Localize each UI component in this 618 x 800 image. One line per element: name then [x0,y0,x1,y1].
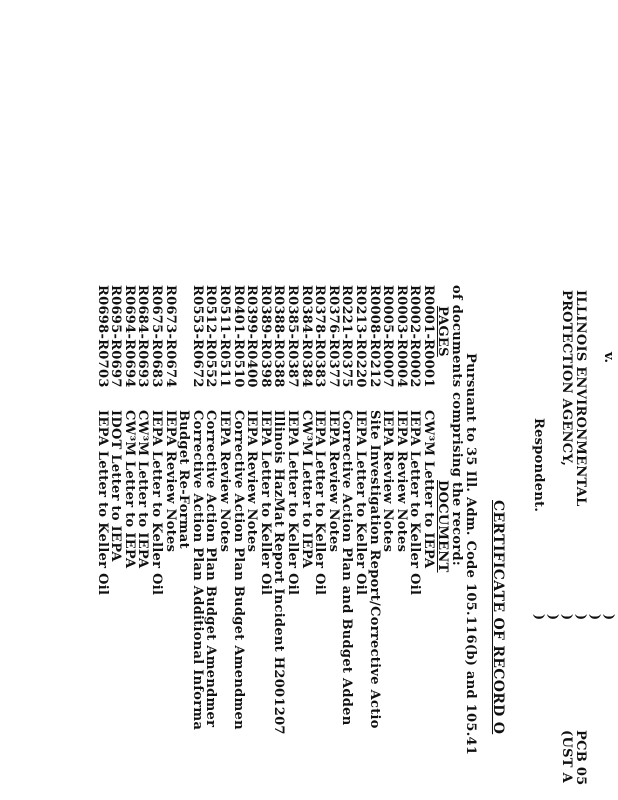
record-row [122,0,136,800]
record-row [176,0,190,800]
record-pages: R0399-R0400 [244,285,260,388]
case-type: (UST A [559,730,574,783]
record-pages: R0001-R0001 [421,285,436,388]
record-row [367,0,381,800]
record-document: Site Investigation Report/Corrective Actio [366,410,382,729]
record-pages: R0673-R0674 [162,285,178,388]
record-document: Corrective Action Plan Budget Amendmen [230,410,246,730]
record-document: Corrective Action Plan Additional Informa [189,410,205,731]
record-row [299,0,313,800]
respondent-role: Respondent. [531,418,546,513]
caption-bracket: ) [545,614,560,621]
record-row [339,0,353,800]
record-row [135,0,149,800]
record-document: IEPA Review Notes [217,410,232,553]
record-row [203,0,217,800]
record-document: IEPA Review Notes [244,410,260,553]
record-pages: R0553-R0672 [189,285,205,388]
record-row [258,0,272,800]
document-column-heading: DOCUMENT [435,480,450,573]
record-document: Corrective Action Plan Budget Amendmer [203,410,219,728]
record-document: Corrective Action Plan and Budget Adden [339,410,355,726]
record-row [380,0,394,800]
caption-bracket: ) [601,614,616,621]
caption-bracket: ) [587,614,602,621]
record-document: CW³M Letter to IEPA [298,410,314,569]
caption-bracket: ) [573,614,588,621]
record-document: CW³M Letter to IEPA [135,410,151,569]
pages-column-heading: PAGES [435,306,450,357]
record-pages: R0384-R0384 [298,285,314,388]
respondent-name-line1: ILLINOIS ENVIRONMENTAL [573,290,588,507]
record-pages: R0698-R0703 [94,285,110,388]
record-pages: R0005-R0007 [380,285,396,388]
record-row [285,0,299,800]
record-document: Budget Re-Format [176,410,192,549]
record-pages: R0221-R0375 [339,285,355,388]
record-row [163,0,177,800]
case-number: PCB 05 [573,730,588,786]
record-pages: R0694-R0694 [121,285,137,388]
record-document: IEPA Letter to Keller Oil [94,410,110,596]
record-row [244,0,258,800]
record-pages: R0003-R0004 [393,285,409,388]
record-pages: R0512-R0552 [203,285,219,388]
record-row [421,0,435,800]
intro-line-2: of documents comprising the record: [449,285,464,566]
record-row [149,0,163,800]
record-document: CW³M Letter to IEPA [421,410,436,569]
record-document: IEPA Letter to Keller Oil [312,410,328,596]
record-pages: R0675-R0683 [149,285,164,388]
record-pages: R0684-R0693 [135,285,151,388]
record-pages: R0002-R0002 [407,285,423,388]
record-row [353,0,367,800]
record-document: IEPA Review Notes [393,410,409,553]
record-pages: R0213-R0220 [353,285,368,388]
certificate-title: CERTIFICATE OF RECORD O [490,500,506,735]
record-document: IEPA Letter to Keller Oil [353,410,368,596]
record-pages: R0376-R0377 [325,285,341,388]
record-document: IEPA Review Notes [162,410,178,553]
record-document: IDOT Letter to IEPA [108,410,124,562]
caption-bracket: ) [531,614,546,621]
record-row [326,0,340,800]
record-pages: R0385-R0387 [285,285,300,388]
record-pages: R0695-R0697 [108,285,124,388]
record-pages: R0389-R0398 [257,285,273,388]
record-row [108,0,122,800]
record-row [217,0,231,800]
caption-bracket: ) [559,614,574,621]
record-document: CW³M Letter to IEPA [121,410,137,569]
record-row [394,0,408,800]
record-pages: R0008-R0212 [366,285,382,388]
record-document: IEPA Letter to Keller Oil [407,410,423,596]
record-row [407,0,421,800]
record-row [231,0,245,800]
record-document: IEPA Review Notes [325,410,341,553]
record-row [271,0,285,800]
record-document: IEPA Letter to Keller Oil [257,410,273,596]
versus-label: v. [601,352,616,364]
record-document: IEPA Letter to Keller Oil [285,410,300,596]
respondent-name-line2: PROTECTION AGENCY, [559,290,574,467]
record-row [312,0,326,800]
record-pages: R0378-R0383 [312,285,328,388]
record-row [95,0,109,800]
record-pages: R0401-R0510 [230,285,246,388]
record-document: IEPA Review Notes [380,410,396,553]
record-document: IEPA Letter to Keller Oil [149,410,164,596]
record-pages: R0388-R0388 [271,285,287,388]
record-pages: R0511-R0511 [217,285,232,388]
record-document: Illinois HazMat Report Incident H2001207 [271,410,287,735]
intro-line-1: Pursuant to 35 Ill. Adm. Code 105.116(b) and 105.41 [463,353,478,756]
record-row [190,0,204,800]
